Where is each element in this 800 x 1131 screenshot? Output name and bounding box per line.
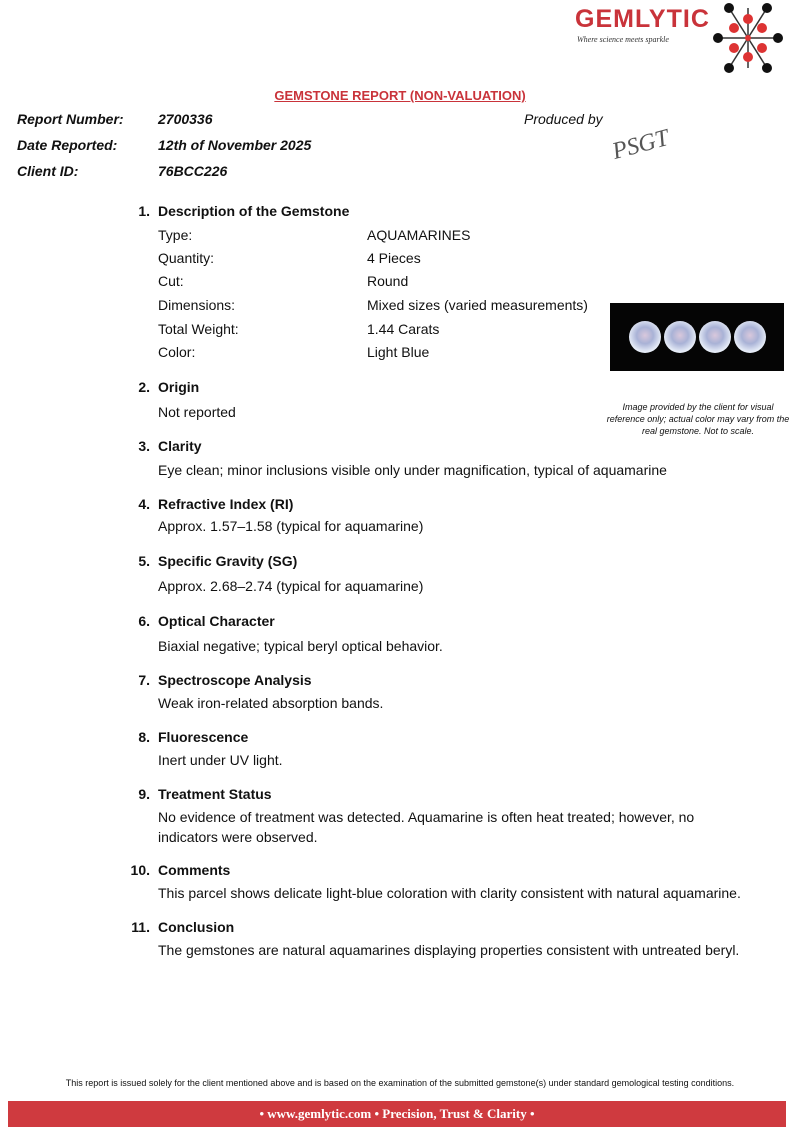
section-body: Approx. 1.57–1.58 (typical for aquamarine)	[158, 518, 424, 534]
produced-by-label: Produced by	[524, 111, 603, 127]
section-number: 1.	[138, 203, 150, 219]
cut-value: Round	[367, 273, 409, 289]
section-number: 4.	[138, 496, 150, 512]
section-title: Fluorescence	[158, 729, 249, 745]
section-number: 11.	[131, 919, 150, 935]
report-title: GEMSTONE REPORT (NON-VALUATION)	[274, 88, 526, 103]
section-body: Approx. 2.68–2.74 (typical for aquamarine)	[158, 578, 424, 594]
footer-bar: • www.gemlytic.com • Precision, Trust & Clarity •	[8, 1101, 786, 1127]
section-title: Treatment Status	[158, 786, 272, 802]
gem-image	[629, 321, 661, 353]
section-body: This parcel shows delicate light-blue coloration with clarity consistent with natural aquamarine.	[158, 885, 741, 901]
dimensions-value: Mixed sizes (varied measurements)	[367, 297, 588, 313]
client-id-label: Client ID:	[17, 163, 79, 179]
type-value: AQUAMARINES	[367, 227, 471, 243]
section-body: No evidence of treatment was detected. Aquamarine is often heat treated; however, no indicators were observed.	[158, 809, 695, 845]
report-number: 2700336	[158, 111, 213, 127]
weight-label: Total Weight:	[158, 321, 239, 337]
section-title: Description of the Gemstone	[158, 203, 350, 219]
quantity-label: Quantity:	[158, 250, 215, 266]
color-value: Light Blue	[367, 344, 430, 360]
brand-tagline: Where science meets sparkle	[577, 35, 669, 44]
quantity-value: 4 Pieces	[367, 250, 421, 266]
gem-image	[664, 321, 696, 353]
section-body: Weak iron-related absorption bands.	[158, 695, 384, 711]
section-number: 2.	[138, 379, 150, 395]
section-title: Specific Gravity (SG)	[158, 553, 298, 569]
section-title: Spectroscope Analysis	[158, 672, 312, 688]
gem-image	[734, 321, 766, 353]
section-number: 6.	[138, 613, 150, 629]
section-body: Not reported	[158, 404, 236, 420]
molecule-logo-icon	[712, 2, 784, 74]
date-reported: 12th of November 2025	[158, 137, 312, 153]
section-number: 10.	[130, 862, 150, 878]
gem-image	[699, 321, 731, 353]
section-body: Biaxial negative; typical beryl optical behavior.	[158, 638, 443, 654]
section-title: Refractive Index (RI)	[158, 496, 294, 512]
gemstone-photo	[610, 303, 784, 371]
section-body: Eye clean; minor inclusions visible only under magnification, typical of aquamarine	[158, 462, 667, 478]
section-number: 8.	[138, 729, 150, 745]
section-title: Clarity	[158, 438, 202, 454]
section-title: Optical Character	[158, 613, 275, 629]
date-label: Date Reported:	[17, 137, 118, 153]
footer-disclaimer: This report is issued solely for the client mentioned above and is based on the examination of the submitted gemstone(s) under standard gemological testing conditions.	[65, 1078, 735, 1088]
section-number: 7.	[138, 672, 150, 688]
section-title: Origin	[158, 379, 200, 395]
color-label: Color:	[158, 344, 196, 360]
cut-label: Cut:	[158, 273, 184, 289]
signature: PSGT	[609, 125, 672, 165]
type-label: Type:	[158, 227, 193, 243]
dimensions-label: Dimensions:	[158, 297, 236, 313]
brand-logo-text: GEMLYTIC	[575, 5, 710, 33]
section-number: 3.	[138, 438, 150, 454]
section-title: Comments	[158, 862, 231, 878]
section-body: Inert under UV light.	[158, 752, 283, 768]
report-number-label: Report Number:	[17, 111, 124, 127]
image-caption: Image provided by the client for visual reference only; actual color may vary from the real gemstone. Not to scale.	[606, 402, 790, 436]
section-number: 5.	[138, 553, 150, 569]
client-id: 76BCC226	[158, 163, 228, 179]
section-body: The gemstones are natural aquamarines displaying properties consistent with untreated beryl.	[158, 942, 740, 958]
weight-value: 1.44 Carats	[367, 321, 440, 337]
section-number: 9.	[138, 786, 150, 802]
section-title: Conclusion	[158, 919, 235, 935]
